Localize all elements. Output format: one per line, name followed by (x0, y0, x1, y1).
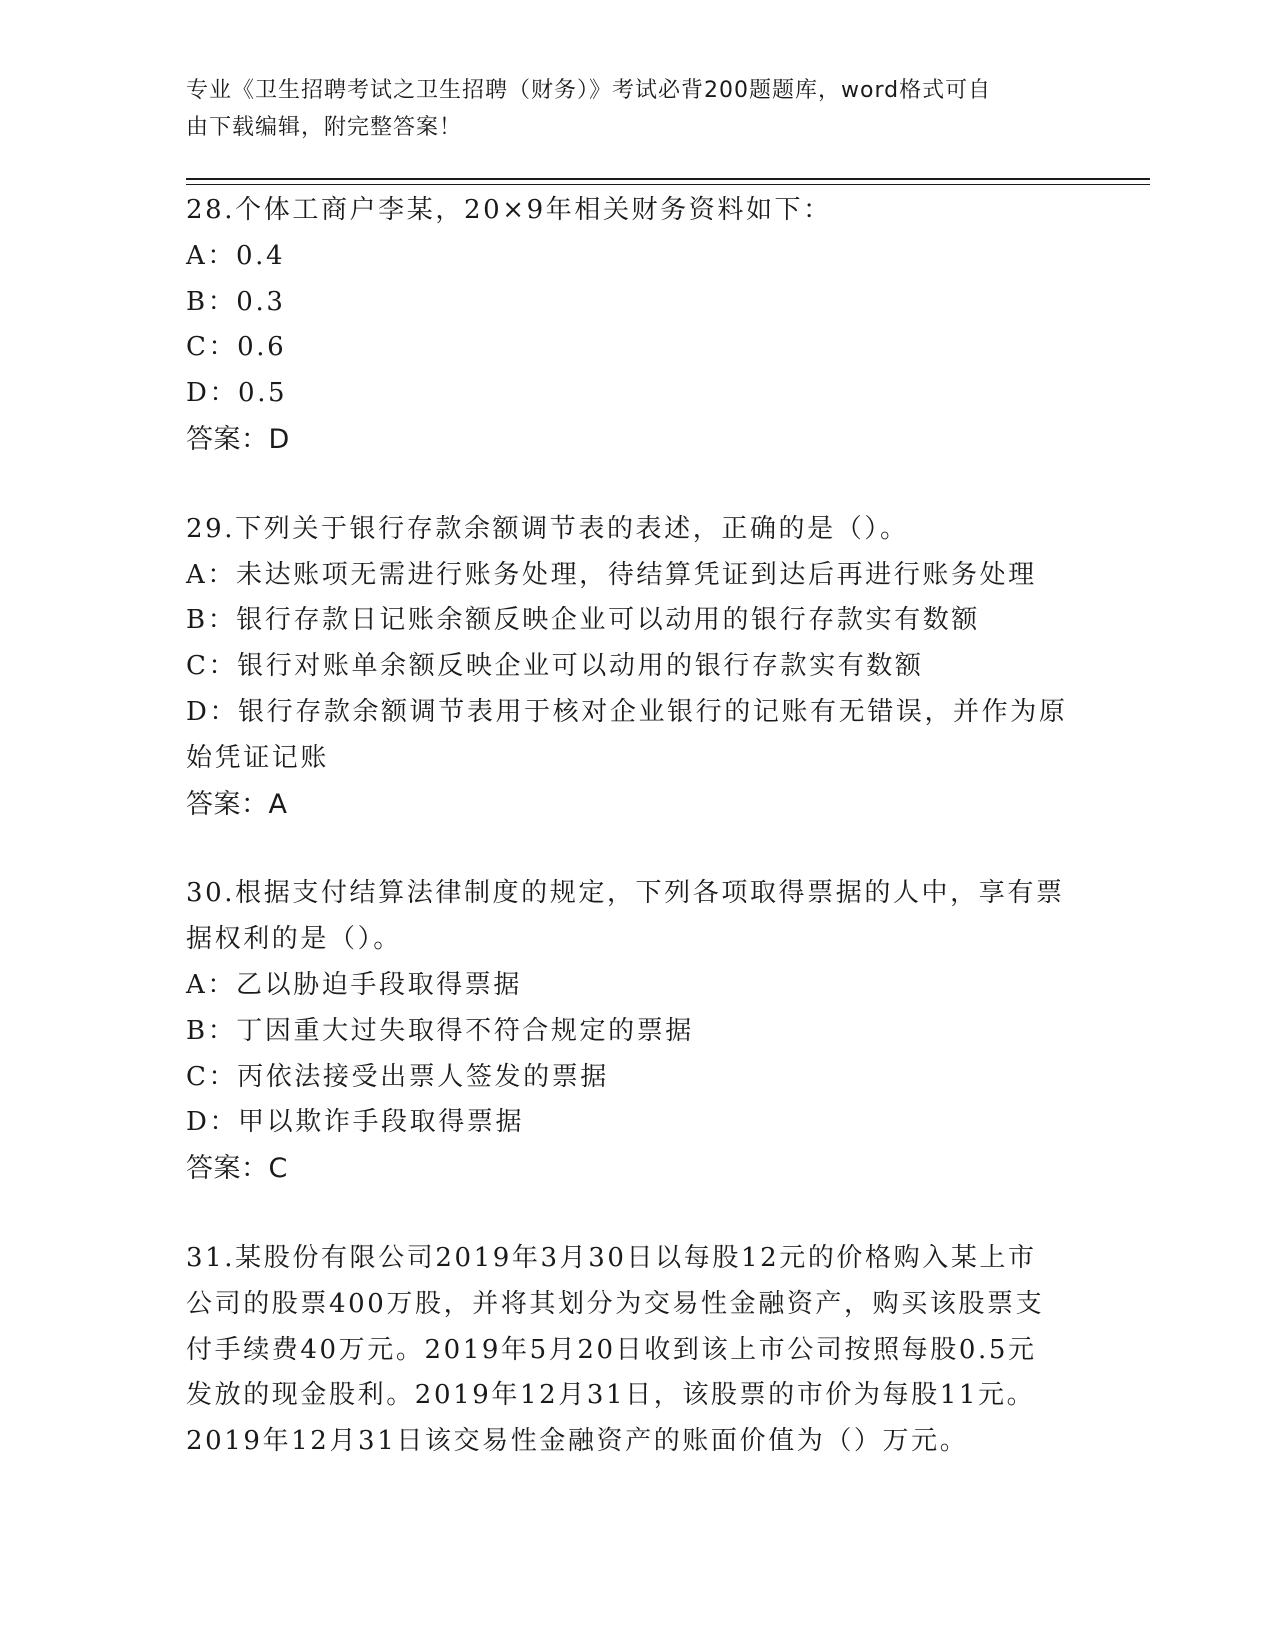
header-line-2: 由下载编辑，附完整答案！ (186, 115, 463, 140)
option-d: D：甲以欺诈手段取得票据 (186, 1107, 525, 1138)
option-d-continued: 始凭证记账 (186, 742, 330, 773)
question-stem-continued: 据权利的是（）。 (186, 924, 402, 955)
question-list (186, 188, 1066, 1465)
header-divider-thick (186, 178, 1150, 180)
question-stem: 29.下列关于银行存款余额调节表的表述，正确的是（）。 (186, 513, 909, 544)
document-header (186, 72, 1066, 146)
question-spacer (186, 463, 1066, 507)
header-divider-thin (186, 184, 1150, 185)
question-stem-continued: 发放的现金股利。2019年12月31日，该股票的市价为每股11元。 (186, 1380, 1036, 1411)
question-stem: 28.个体工商户李某，20×9年相关财务资料如下： (186, 195, 832, 225)
header-line-1: 专业《卫生招聘考试之卫生招聘（财务）》考试必背200题题库，word格式可自 (186, 78, 992, 103)
option-d: D：0.5 (186, 378, 288, 409)
question-stem-continued: 公司的股票400万股，并将其划分为交易性金融资产，购买该股票支 (186, 1288, 1045, 1319)
answer-label: 答案：D (186, 423, 290, 455)
answer-label: 答案：A (186, 788, 288, 820)
option-a: A：乙以胁迫手段取得票据 (186, 969, 522, 1000)
option-b: B：银行存款日记账余额反映企业可以动用的银行存款实有数额 (186, 605, 980, 636)
question-stem-continued: 2019年12月31日该交易性金融资产的账面价值为（）万元。 (186, 1426, 969, 1457)
option-d: D：银行存款余额调节表用于核对企业银行的记账有无错误，并作为原 (186, 696, 1068, 727)
question-stem: 31.某股份有限公司2019年3月30日以每股12元的价格购入某上市 (186, 1242, 1037, 1273)
question-31 (186, 1236, 1066, 1465)
option-c: C：丙依法接受出票人签发的票据 (186, 1061, 609, 1092)
question-28 (186, 188, 1066, 463)
question-30 (186, 871, 1066, 1192)
question-stem: 30.根据支付结算法律制度的规定，下列各项取得票据的人中，享有票 (186, 878, 1065, 909)
option-c: C：银行对账单余额反映企业可以动用的银行存款实有数额 (186, 651, 924, 682)
question-spacer (186, 1192, 1066, 1236)
question-29 (186, 507, 1066, 828)
option-b: B：丁因重大过失取得不符合规定的票据 (186, 1015, 694, 1046)
option-a: A：0.4 (186, 240, 286, 271)
option-c: C：0.6 (186, 332, 287, 363)
question-spacer (186, 827, 1066, 871)
answer-label: 答案：C (186, 1153, 288, 1185)
question-stem-continued: 付手续费40万元。2019年5月20日收到该上市公司按照每股0.5元 (186, 1334, 1037, 1365)
option-a: A：未达账项无需进行账务处理，待结算凭证到达后再进行账务处理 (186, 559, 1037, 590)
option-b: B：0.3 (186, 286, 286, 317)
